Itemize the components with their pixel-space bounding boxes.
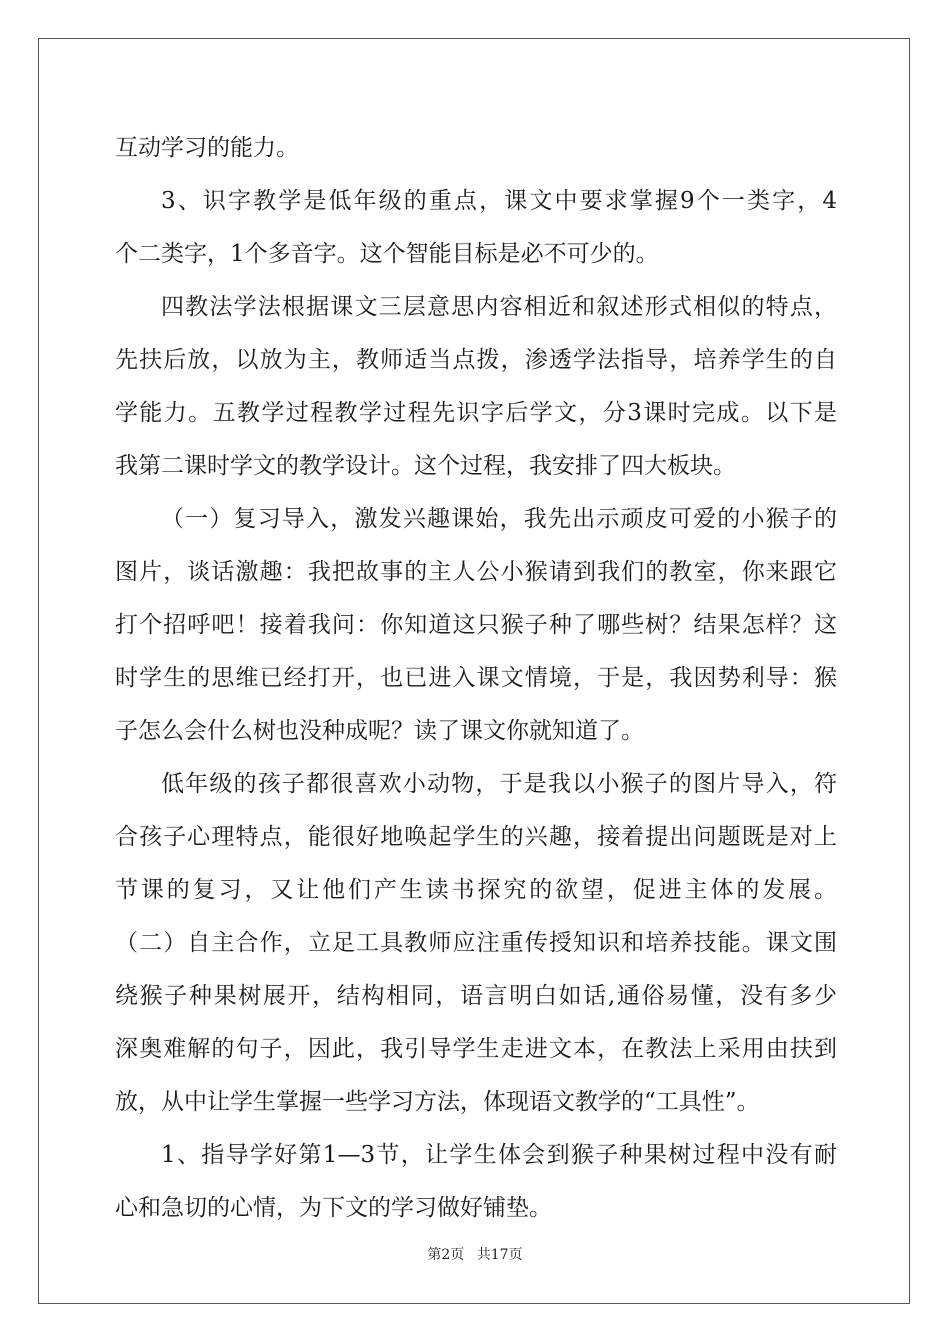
text-line: 合孩子心理特点，能很好地唤起学生的兴趣，接着提出问题既是对上 xyxy=(115,824,837,850)
text-line: 1、指导学好第1—3节，让学生体会到猴子种果树过程中没有耐 xyxy=(161,1142,837,1168)
text-line: 子怎么会什么树也没种成呢？读了课文你就知道了。 xyxy=(115,718,644,744)
text-line: 我第二课时学文的教学设计。这个过程，我安排了四大板块。 xyxy=(115,453,736,479)
text-line: 放，从中让学生掌握一些学习方法，体现语文教学的“工具性”。 xyxy=(115,1089,760,1115)
text-line: 个二类字，1个多音字。这个智能目标是必不可少的。 xyxy=(115,241,659,267)
text-line: 深奥难解的句子，因此，我引导学生走进文本，在教法上采用由扶到 xyxy=(115,1036,837,1062)
text-line: 互动学习的能力。 xyxy=(115,135,299,161)
text-line: 图片，谈话激趣：我把故事的主人公小猴请到我们的教室，你来跟它 xyxy=(115,559,837,585)
text-line: 时学生的思维已经打开，也已进入课文情境，于是，我因势利导：猴 xyxy=(115,665,837,691)
text-line: （二）自主合作，立足工具教师应注重传授知识和培养技能。课文围 xyxy=(115,930,837,956)
text-line: 先扶后放，以放为主，教师适当点拨，渗透学法指导，培养学生的自 xyxy=(115,347,837,373)
text-line: 绕猴子种果树展开，结构相同，语言明白如话,通俗易懂，没有多少 xyxy=(115,983,837,1009)
page-footer xyxy=(0,1244,950,1264)
text-line: 打个招呼吧！接着我问：你知道这只猴子种了哪些树？结果怎样？这 xyxy=(115,612,837,638)
text-line: 学能力。五教学过程教学过程先识字后学文，分3课时完成。以下是 xyxy=(115,400,837,426)
text-line: 低年级的孩子都很喜欢小动物，于是我以小猴子的图片导入，符 xyxy=(161,771,837,797)
text-line: 心和急切的心情，为下文的学习做好铺垫。 xyxy=(115,1195,552,1221)
text-line: 3、识字教学是低年级的重点，课文中要求掌握9个一类字，4 xyxy=(161,188,837,214)
text-line: 四教法学法根据课文三层意思内容相近和叙述形式相似的特点， xyxy=(161,294,837,320)
text-line: 节课的复习，又让他们产生读书探究的欲望，促进主体的发展。 xyxy=(115,877,837,903)
document-body xyxy=(115,122,837,1235)
text-line: （一）复习导入，激发兴趣课始，我先出示顽皮可爱的小猴子的 xyxy=(161,506,837,532)
page-total: 共17页 xyxy=(476,1247,523,1263)
page-number: 第2页 xyxy=(427,1247,465,1263)
